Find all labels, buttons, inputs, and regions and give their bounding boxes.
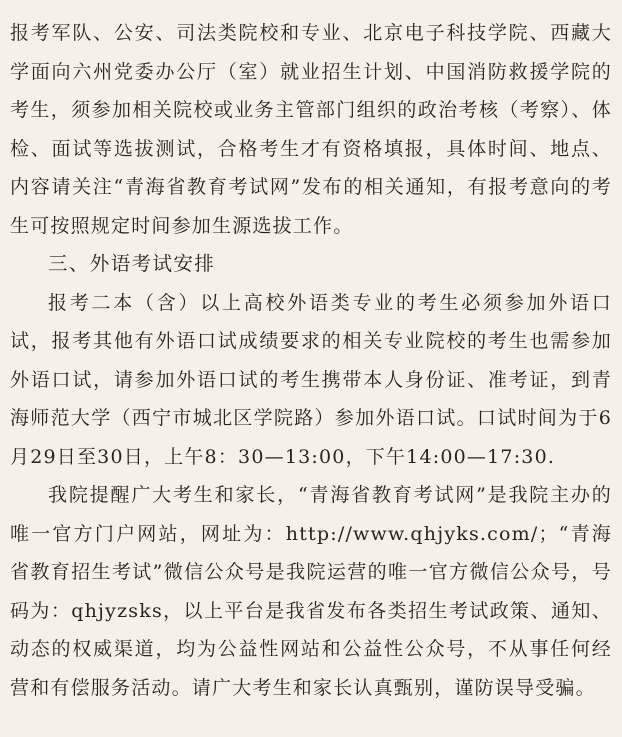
paragraph-political-review: 报考军队、公安、司法类院校和专业、北京电子科技学院、西藏大学面向六州党委办公厅（室）就业招生计划、中国消防救援学院的考生，须参加相关院校或业务主管部门组织的政治考核（考察）、体检、面试等选拔测试，合格考生才有资格填报，具体时间、地点、内容请关注“青海省教育考试网”发布的相关通知，有报考意向的考生可按照规定时间参加生源选拔工作。 bbox=[10, 22, 612, 237]
paragraph-oral-exam: 报考二本（含）以上高校外语类专业的考生必须参加外语口试，报考其他有外语口试成绩要求的相关专业院校的考生也需参加外语口试，请参加外语口试的考生携带本人身份证、准考证，到青海师范大学（西宁市城北区学院路）参加外语口试。口试时间为于6月29日至30日，上午8：30—13:00，下午14:00—17:30. bbox=[10, 291, 612, 468]
section-heading-foreign-language-exam: 三、外语考试安排 bbox=[48, 252, 216, 275]
paragraph-official-channels: 我院提醒广大考生和家长，“青海省教育考试网”是我院主办的唯一官方门户网站，网址为：http://www.qhjyks.com/；“青海省教育招生考试”微信公众号是我院运营的唯一官方微信公众号，号码为：qhjyzsks，以上平台是我省发布各类招生考试政策、通知、动态的权威渠道，均为公益性网站和公益性公众号，不从事任何经营和有偿服务活动。请广大考生和家长认真甄别，谨防误导受骗。 bbox=[10, 484, 612, 699]
